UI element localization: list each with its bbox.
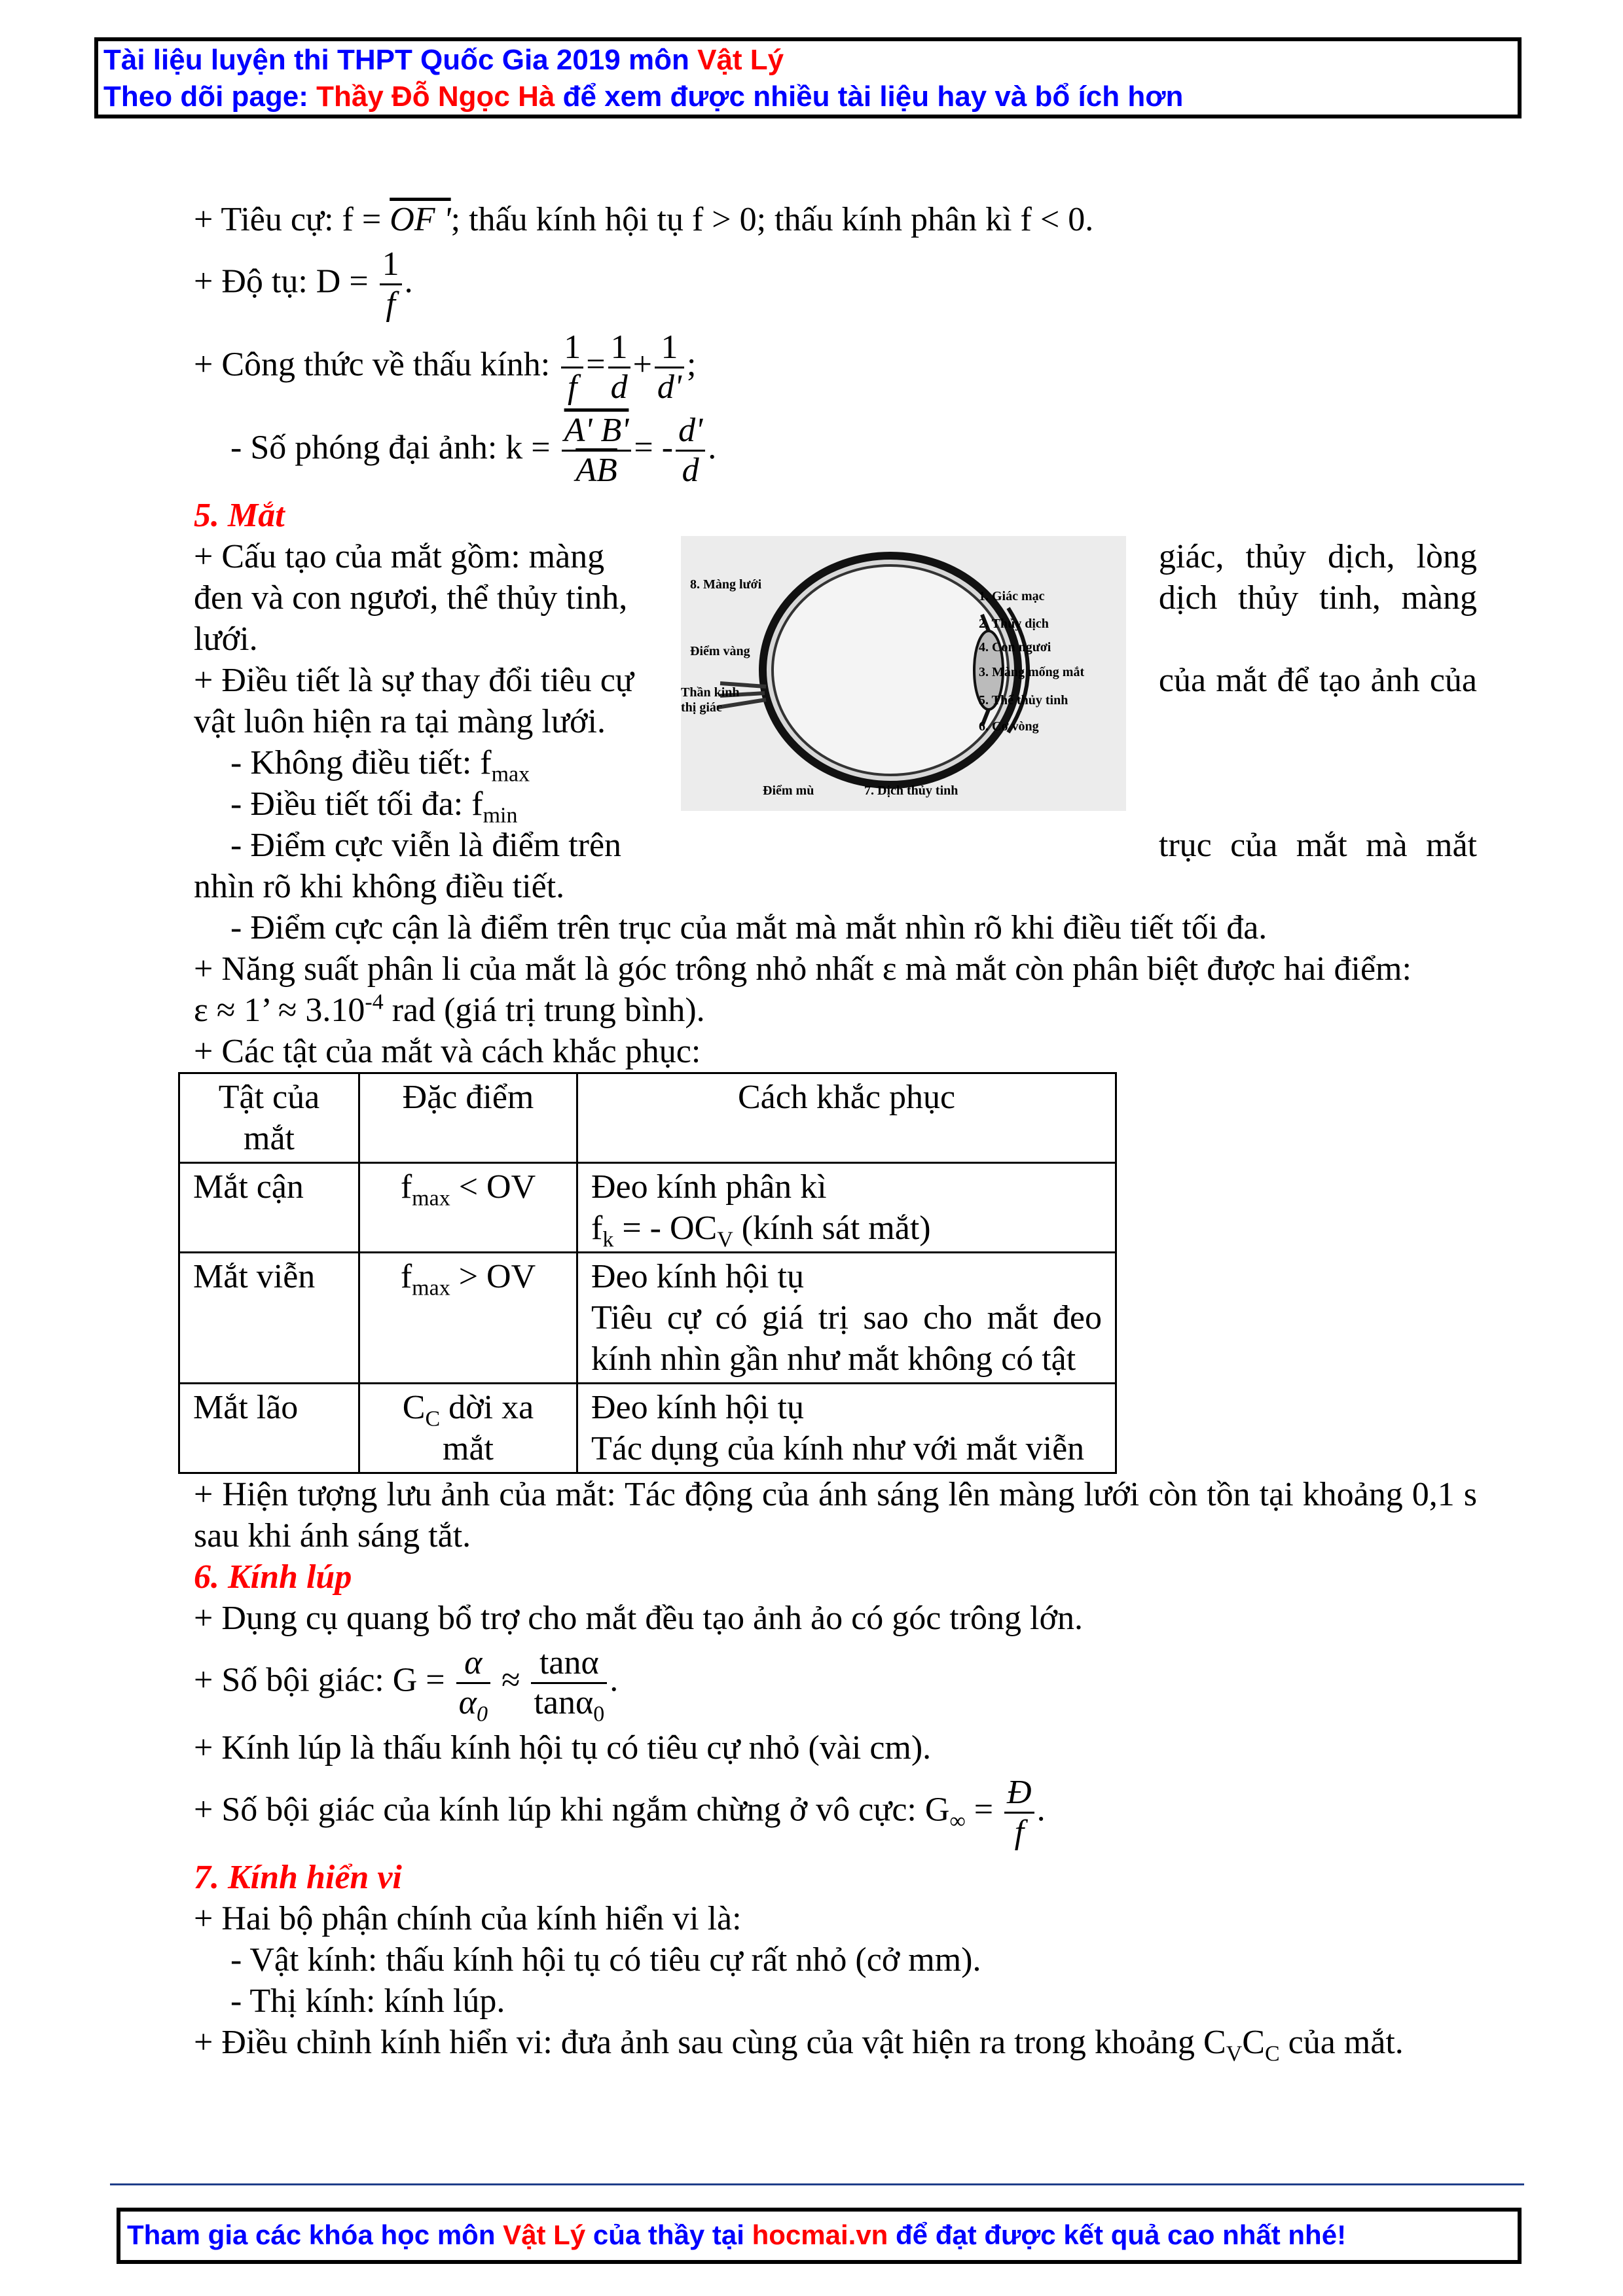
footer-text: Tham gia các khóa học môn Vật Lý của thầy tại hocmai.vn để đạt được kết quả cao nhất nhé! xyxy=(127,2219,1347,2250)
power-fraction: $\frac{1}{f}$ xyxy=(380,245,402,323)
label-aqueous: 2. Thủy dịch xyxy=(978,617,1049,631)
infinity-magnification-line: + Số bội giác của kính lúp khi ngắm chừng ở vô cực: $G_\infty$ = $\frac{Đ}{f}$ . xyxy=(194,1774,1046,1851)
label-retina: 8. Màng lưới xyxy=(689,577,762,592)
magnifier-intro-line: + Dụng cụ quang bổ trợ cho mắt đều tạo ảnh ảo có góc trông lớn. xyxy=(194,1600,1083,1637)
focal-length-line: + Tiêu cự: f = OF '; thấu kính hội tụ f > 0; thấu kính phân kì f < 0. xyxy=(194,201,1094,238)
header-line-2: Theo dõi page: Thầy Đỗ Ngọc Hà để xem được nhiều tài liệu hay và bổ ích hơn xyxy=(103,81,1184,113)
label-ciliary: 6. Cơ vòng xyxy=(978,719,1039,734)
far-point-continued: nhìn rõ khi không điều tiết. xyxy=(194,868,565,905)
label-pupil: 4. Con ngươi xyxy=(978,640,1051,655)
footer-box xyxy=(117,2208,1522,2264)
label-iris: 3. Màng mống mắt xyxy=(978,665,1084,679)
label-yellow-spot: Điểm vàng xyxy=(689,644,750,658)
table-row: Mắt viễn $f_{max}$ > OV Đeo kính hội tụ Tiêu cự có giá trị sao cho mắt đeo kính nhìn gần như mắt không có tật xyxy=(179,1253,1116,1384)
header-teacher: Thầy Đỗ Ngọc Hà xyxy=(316,81,555,113)
label-lens: 5. Thể thủy tinh xyxy=(978,693,1068,708)
magnifier-lens-line: + Kính lúp là thấu kính hội tụ có tiêu cự nhỏ (vài cm). xyxy=(194,1729,932,1767)
footer-site-link[interactable]: hocmai.vn xyxy=(752,2219,888,2250)
defects-intro-line: + Các tật của mắt và cách khắc phục: xyxy=(194,1033,701,1070)
table-row: Mắt cận $f_{max}$ < OV Đeo kính phân kì $f_k$ = - $OC_V$ (kính sát mắt) xyxy=(179,1163,1116,1253)
resolving-value-line: ε ≈ 1’ ≈ $3.10^{-4}$ rad (giá trị trung bình). xyxy=(194,990,705,1029)
microscope-adjust-line: + Điều chỉnh kính hiển vi: đưa ảnh sau cùng của vật hiện ra trong khoảng $C_VC_C$ của mắt. xyxy=(194,2024,1404,2066)
afterimage-line: + Hiện tượng lưu ảnh của mắt: Tác động của ánh sáng lên màng lưới còn tồn tại khoảng 0,1 s sau khi ánh sáng tắt. xyxy=(194,1476,1477,1554)
eye-diagram xyxy=(681,536,1126,811)
label-blind-spot: Điểm mù xyxy=(762,783,814,798)
label-cornea: 1. Giác mạc xyxy=(978,589,1045,603)
footer-rule xyxy=(110,2183,1524,2185)
header-line-1: Tài liệu luyện thi THPT Quốc Gia 2019 môn Vật Lý xyxy=(103,44,784,76)
optical-power-line: + Độ tụ: D = $\frac{1}{f}$ . xyxy=(194,245,413,323)
eyepiece-line: - Thị kính: kính lúp. xyxy=(230,1982,505,2020)
resolving-power-line: + Năng suất phân li của mắt là góc trông nhỏ nhất ε mà mắt còn phân biệt được hai điểm: xyxy=(194,950,1412,988)
label-optic-nerve-2: thị giác xyxy=(680,700,722,715)
eye-section xyxy=(194,536,1477,866)
table-row: Mắt lão $C_C$ dời xa mắt Đeo kính hội tụ Tác dụng của kính như với mắt viễn xyxy=(179,1384,1116,1473)
eye-text-left: + Cấu tạo của mắt gồm: màng đen và con ngươi, thể thủy tinh, lưới. + Điều tiết là sự thay đổi tiêu cự vật luôn hiện ra tại màng lưới. - Không điều tiết: $f_{max}$ - Điều tiết tối đa: $f_{min}$ - Điểm cực viễn là điểm trên xyxy=(194,538,634,864)
section-5-title: 5. Mắt xyxy=(194,497,285,534)
eye-text-right: giác, thủy dịch, lòng dịch thủy tinh, màng của mắt để tạo ảnh của trục của mắt mà mắt xyxy=(1158,538,1477,864)
header-box xyxy=(94,37,1522,118)
lens-formula-line: + Công thức về thấu kính: $\frac{1}{f}$ = $\frac{1}{d}$ + $\frac{1}{d'}$ ; xyxy=(194,329,697,406)
objective-line: - Vật kính: thấu kính hội tụ có tiêu cự rất nhỏ (cở mm). xyxy=(230,1941,981,1979)
label-vitreous: 7. Dịch thủy tinh xyxy=(864,783,958,798)
page-content xyxy=(193,194,1477,2066)
magnification-line: - Số phóng đại ảnh: k = $\frac{A' B'}{AB}$ = - $\frac{d'}{d}$ . xyxy=(230,412,717,489)
section-7-title: 7. Kính hiển vi xyxy=(194,1859,402,1896)
microscope-intro-line: + Hai bộ phận chính của kính hiển vi là: xyxy=(194,1900,742,1937)
header-subject: Vật Lý xyxy=(697,44,784,76)
label-optic-nerve-1: Thần kinh xyxy=(680,685,740,700)
angular-magnification-line: + Số bội giác: G = $\frac{\alpha}{\alpha_0}$ ≈ $\frac{\tan\alpha}{\tan\alpha_0}$ . xyxy=(194,1644,619,1727)
near-point-line: - Điểm cực cận là điểm trên trục của mắt mà mắt nhìn rõ khi điều tiết tối đa. xyxy=(230,909,1267,946)
eye-defects-table xyxy=(178,1072,1117,1474)
section-6-title: 6. Kính lúp xyxy=(194,1558,352,1596)
table-header-row: Tật của mắt Đặc điểm Cách khắc phục xyxy=(179,1073,1116,1163)
